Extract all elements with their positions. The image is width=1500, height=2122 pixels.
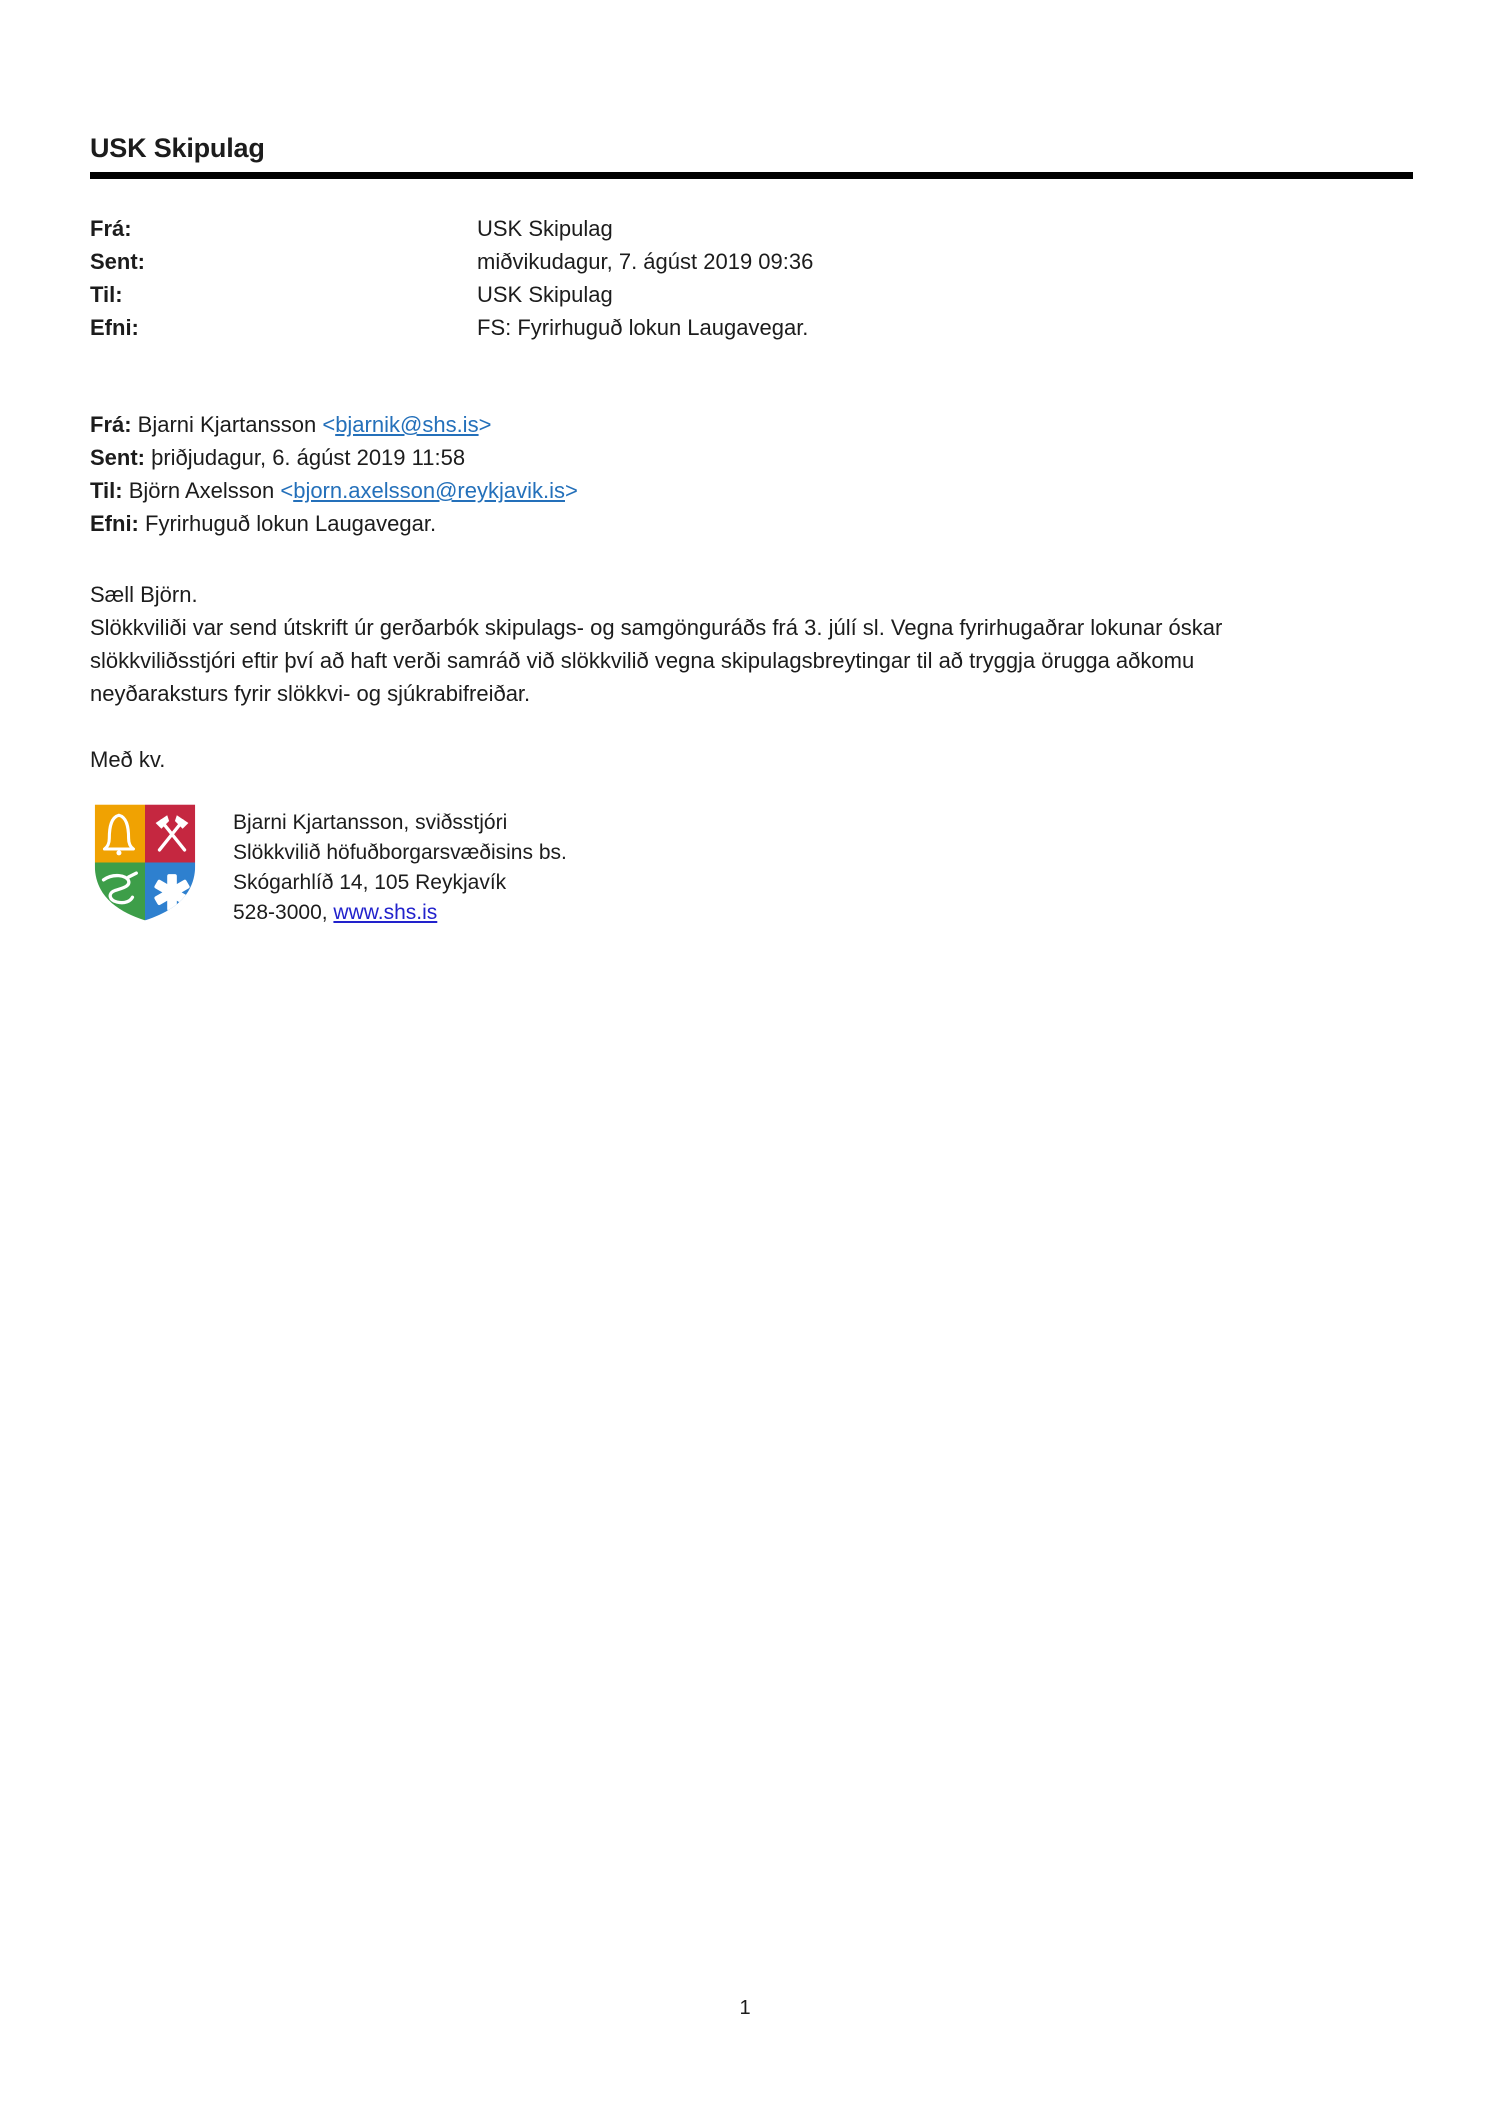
email-body	[90, 578, 1415, 710]
website-link[interactable]: www.shs.is	[333, 901, 438, 924]
forwarded-subject-value: Fyrirhuguð lokun Laugavegar.	[138, 511, 437, 536]
forwarded-from-line	[90, 408, 1415, 441]
forwarded-to-name: Björn Axelsson	[122, 478, 281, 503]
header-value: FS: Fyrirhuguð lokun Laugavegar.	[477, 315, 809, 340]
header-label: Frá:	[90, 216, 132, 241]
signature-phone-line	[233, 898, 567, 928]
angle-open: <	[322, 412, 336, 437]
header-value: USK Skipulag	[477, 282, 613, 307]
angle-close: >	[564, 478, 578, 503]
from-email-link[interactable]: bjarnik@shs.is	[335, 412, 479, 437]
header-label: Til:	[90, 282, 123, 307]
forwarded-to-line	[90, 474, 1415, 507]
forwarded-header	[90, 408, 1415, 540]
angle-open: <	[280, 478, 294, 503]
title-rule	[90, 172, 1413, 179]
forwarded-subject-line	[90, 507, 1415, 540]
forwarded-to-label: Til:	[90, 478, 123, 503]
page-number: 1	[739, 1997, 751, 2019]
forwarded-from-name: Bjarni Kjartansson	[131, 412, 323, 437]
header-label: Efni:	[90, 315, 139, 340]
header-value: USK Skipulag	[477, 216, 613, 241]
forwarded-from-label: Frá:	[90, 412, 132, 437]
signature-text	[233, 800, 567, 928]
paragraph-line: neyðaraksturs fyrir slökkvi- og sjúkrabifreiðar.	[90, 681, 531, 706]
closing: Með kv.	[90, 747, 166, 772]
forwarded-sent-label: Sent:	[90, 445, 145, 470]
greeting: Sæll Björn.	[90, 582, 198, 607]
header-label: Sent:	[90, 249, 145, 274]
forwarded-sent-line	[90, 441, 1415, 474]
document-content	[90, 0, 1415, 928]
signature-phone: 528-3000,	[233, 901, 334, 924]
paragraph-line: slökkviliðsstjóri eftir því að haft verði samráð við slökkvilið vegna skipulagsbreytingar til að tryggja örugga aðkomu	[90, 648, 1195, 673]
signature	[90, 800, 1415, 928]
forwarded-subject-label: Efni:	[90, 511, 139, 536]
page-title: USK Skipulag	[90, 133, 265, 163]
to-email-link[interactable]: bjorn.axelsson@reykjavik.is	[293, 478, 565, 503]
angle-close: >	[478, 412, 492, 437]
email-header	[90, 212, 1415, 344]
signature-name: Bjarni Kjartansson, sviðsstjóri	[233, 811, 508, 834]
signature-address: Skógarhlíð 14, 105 Reykjavík	[233, 871, 507, 894]
shs-crest-logo	[90, 800, 200, 925]
paragraph-line: Slökkviliði var send útskrift úr gerðarbók skipulags- og samgönguráðs frá 3. júlí sl. Vegna fyrirhugaðrar lokunar óskar	[90, 615, 1223, 640]
forwarded-sent-value: þriðjudagur, 6. ágúst 2019 11:58	[145, 445, 466, 470]
header-value: miðvikudagur, 7. ágúst 2019 09:36	[477, 249, 814, 274]
signature-organization: Slökkvilið höfuðborgarsvæðisins bs.	[233, 841, 567, 864]
